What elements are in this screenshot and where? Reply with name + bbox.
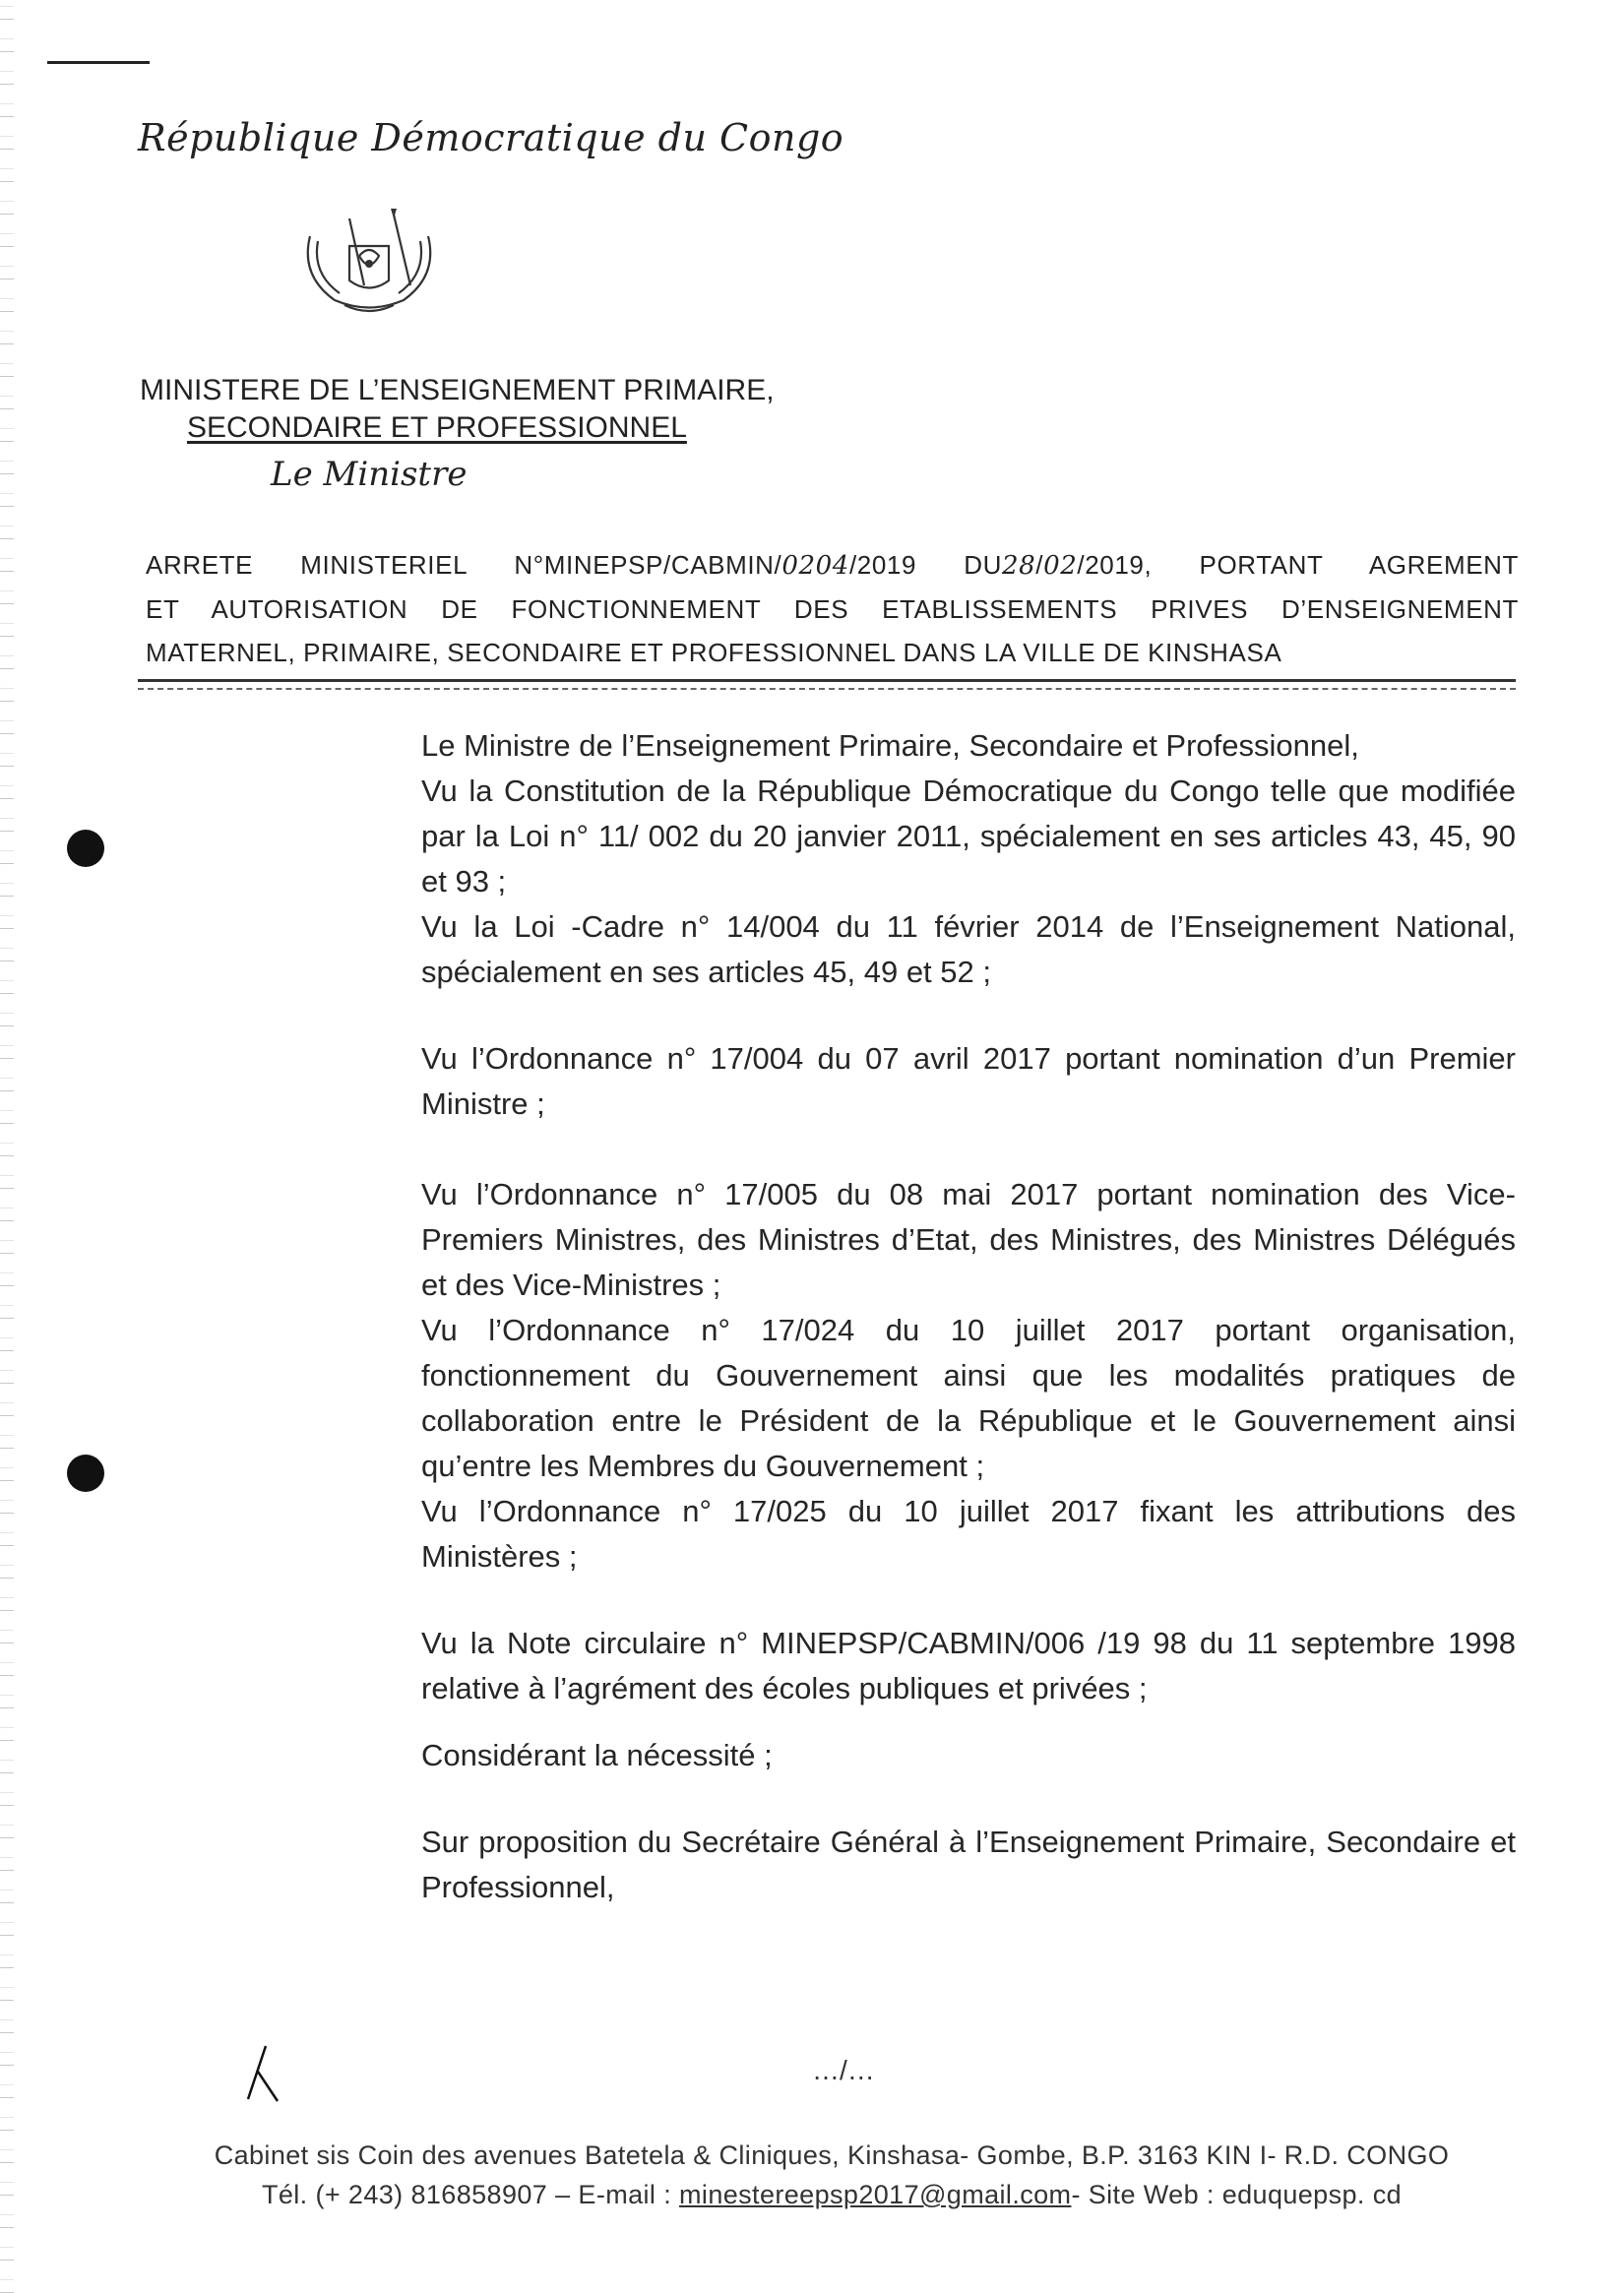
document-body [148, 723, 1516, 1910]
punch-hole-mark [67, 1455, 104, 1492]
arrete-day: 28 [1001, 551, 1036, 581]
footer-contact [148, 2175, 1516, 2214]
arrete-line-2: ET AUTORISATION DE FONCTIONNEMENT DES ETABLISSEMENTS PRIVES D’ENSEIGNEMENT [146, 594, 1519, 624]
arrete-line-1 [146, 543, 1519, 588]
arrete-slash: / [1035, 550, 1044, 580]
arrete-line-1-start: ARRETE MINISTERIEL N°MINEPSP/CABMIN/ [146, 550, 782, 580]
paragraph-constitution: Vu la Constitution de la République Démocratique du Congo telle que modifiée par la Loi n° 11/ 002 du 20 janvier 2011, spécialement en ses articles 43, 45, 90 et 93 ; [421, 774, 1516, 899]
arrete-line-1-mid: /2019 DU [848, 550, 1002, 580]
coat-of-arms-icon [290, 207, 448, 330]
paragraph-ordonnance-17-024: Vu l’Ordonnance n° 17/024 du 10 juillet 2017 portant organisation, fonctionnement du Gouvernement ainsi que les modalités pratiques de collaboration entre le Président de la République et le Gouvernement ainsi qu’entre les Membres du Gouvernement ; [421, 1313, 1516, 1483]
arrete-month: 02 [1043, 551, 1078, 581]
ministry-line-2: SECONDAIRE ET PROFESSIONNEL [187, 411, 687, 444]
ministry-line-1: MINISTERE DE L’ENSEIGNEMENT PRIMAIRE, [140, 374, 775, 406]
paragraph-loi-cadre: Vu la Loi -Cadre n° 14/004 du 11 février 2014 de l’Enseignement National, spécialement en ses articles 45, 49 et 52 ; [421, 909, 1516, 989]
paragraph-ordonnance-17-025: Vu l’Ordonnance n° 17/025 du 10 juillet 2017 fixant les attributions des Ministères ; [421, 1494, 1516, 1574]
footer-address: Cabinet sis Coin des avenues Batetela & Cliniques, Kinshasa- Gombe, B.P. 3163 KIN I- R.D. CONGO [214, 2140, 1450, 2170]
paragraph-considerant: Considérant la nécessité ; [421, 1738, 773, 1772]
footer-email-link[interactable]: minestereepsp2017@gmail.com [679, 2180, 1072, 2209]
continuation-mark: …/… [812, 2055, 875, 2085]
handwritten-initial [244, 2042, 283, 2103]
arrete-title [146, 543, 1519, 674]
punch-hole-mark [67, 830, 104, 867]
arrete-line-3: MATERNEL, PRIMAIRE, SECONDAIRE ET PROFESSIONNEL DANS LA VILLE DE KINSHASA [146, 638, 1282, 667]
footer [148, 2136, 1516, 2214]
arrete-number: 0204 [781, 551, 849, 581]
paragraph-ordonnance-17-004: Vu l’Ordonnance n° 17/004 du 07 avril 2017 portant nomination d’un Premier Ministre ; [421, 1041, 1516, 1121]
footer-phone: Tél. (+ 243) 816858907 – E-mail : [261, 2180, 680, 2209]
republic-heading: République Démocratique du Congo [138, 116, 844, 159]
arrete-line-1-end: /2019, PORTANT AGREMENT [1077, 550, 1520, 580]
paragraph-proposition: Sur proposition du Secrétaire Général à l’Enseignement Primaire, Secondaire et Professionnel, [421, 1825, 1516, 1904]
paragraph-note-circulaire: Vu la Note circulaire n° MINEPSP/CABMIN/006 /19 98 du 11 septembre 1998 relative à l’agrément des écoles publiques et privées ; [421, 1626, 1516, 1705]
scan-edge-noise [0, 0, 14, 2293]
title-rule [138, 679, 1516, 690]
paragraph-minister: Le Ministre de l’Enseignement Primaire, Secondaire et Professionnel, [421, 728, 1359, 763]
corner-mark [47, 61, 150, 64]
minister-title: Le Ministre [271, 455, 468, 494]
footer-website: - Site Web : eduquepsp. cd [1071, 2180, 1403, 2209]
paragraph-ordonnance-17-005: Vu l’Ordonnance n° 17/005 du 08 mai 2017 portant nomination des Vice-Premiers Ministres, des Ministres d’Etat, des Ministres, des Ministres Délégués et des Vice-Ministres ; [421, 1177, 1516, 1302]
ministry-block [140, 372, 775, 447]
